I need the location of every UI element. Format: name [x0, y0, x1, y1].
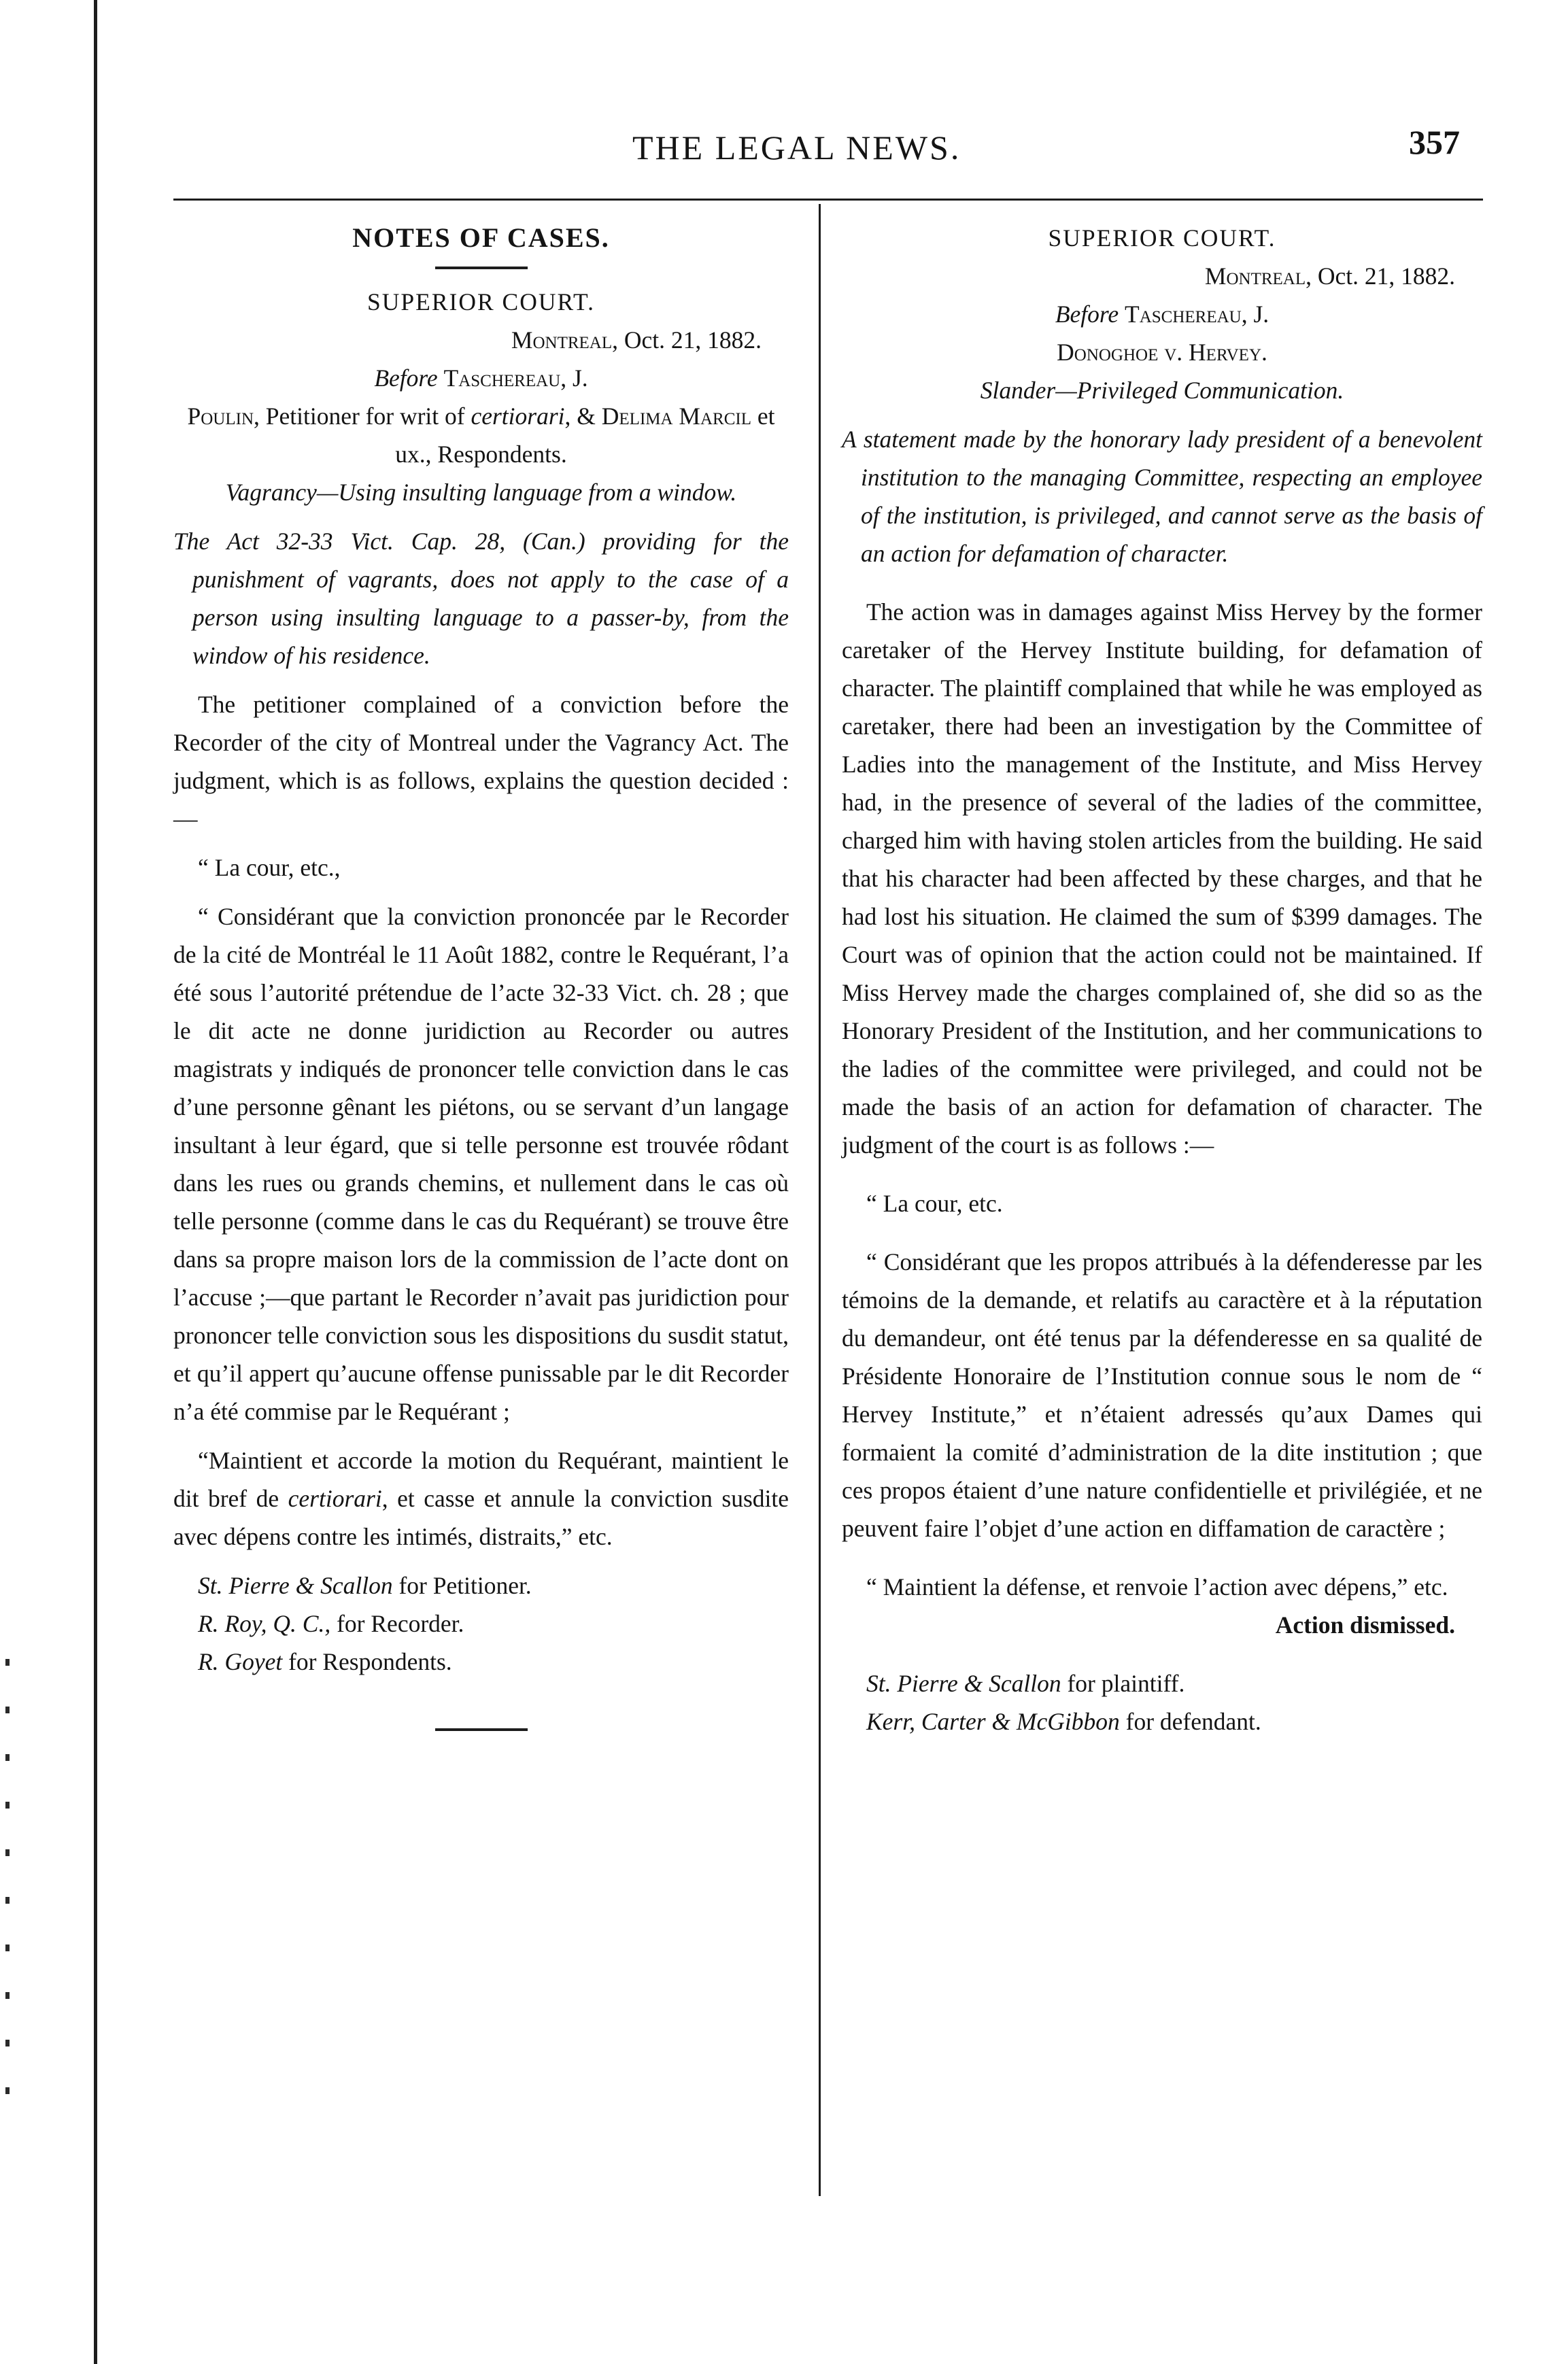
text-run: Poulin: [187, 402, 254, 430]
text-run: ): [577, 528, 603, 555]
before-prefix: Before: [1055, 301, 1119, 328]
case-dateline: [173, 321, 789, 359]
text-run: , Petitioner for writ of: [254, 402, 471, 430]
text-run: 32-33: [276, 528, 351, 555]
counsel-role: for Recorder.: [330, 1610, 464, 1637]
paragraph: “ Considérant que les propos attribués à la défenderesse par les témoins de la demande, et relatifs au caractère et à la réputation du demandeur, ont été tenus par la défenderesse en sa qualité de Présidente Honoraire de l’Institution connue sous le nom de “ Hervey Institute,” et n’étaient adressés qu’aux Dames qui formaient la comité d’administration de la dite institution ; que ces propos étaient d’une nature confidentielle et privilégiée, et ne peuvent faire l’objet d’une action en diffamation de caractère ;: [842, 1248, 1482, 1542]
paragraph: The petitioner complained of a conviction before the Recorder of the city of Montreal under the Vagrancy Act. The judgment, which is as follows, explains the question decided :—: [173, 691, 789, 832]
paragraph: The action was in damages against Miss Hervey by the former caretaker of the Hervey Institute building, for defamation of character. The plaintiff complained that while he was employed as caretaker, there had been an investigation by the Committee of Ladies into the management of the Institute, and Miss Hervey had, in the presence of several of the ladies of the committee, charged him with having stolen articles from the building. He said that his character had been affected by these charges, and that he had lost his situation. He claimed the sum of $399 damages. The Court was of opinion that the action could not be maintained. If Miss Hervey made the charges complained of, she did so as the Honorary President of the Institution, and her communications to the ladies of the committee were privileged, and could not be made the basis of an action for defamation of character. The judgment of the court is as follows :—: [842, 598, 1482, 1159]
left-column: [173, 204, 789, 1745]
counsel-name: Kerr, Carter & McGibbon: [866, 1708, 1120, 1735]
case-subject: Vagrancy—Using insulting language from a window.: [225, 479, 737, 506]
heading-rule: [435, 267, 528, 269]
text-run: , &: [564, 402, 602, 430]
text-run: certiorari: [471, 402, 565, 430]
case-place: Montreal,: [1204, 262, 1312, 290]
counsel-role: for plaintiff.: [1061, 1670, 1185, 1697]
counsel-name: St. Pierre & Scallon: [198, 1572, 393, 1599]
right-column: [842, 204, 1482, 1741]
case-parties: [173, 397, 789, 473]
page-number: 357: [1409, 123, 1460, 161]
counsel-role: for defendant.: [1119, 1708, 1261, 1735]
judge-name: Taschereau, J.: [443, 364, 588, 392]
text-run: Can.: [530, 528, 577, 555]
counsel-line: [173, 1605, 789, 1643]
case-date: Oct. 21, 1882.: [624, 326, 762, 354]
headnote: [173, 522, 789, 674]
paragraph: “ Considérant que la conviction prononcée par le Recorder de la cité de Montréal le 11 Août 1882, contre le Requérant, l’a été sous l’autorité prétendue de l’acte 32-33 Vict. ch. 28 ; que le dit acte ne donne juridiction au Recorder ou autres magistrats y indiqués de prononcer telle conviction dans le cas d’une personne gênant les piétons, ou se servant d’un langage insultant à leur égard, que si telle personne est trouvée rôdant dans les rues ou grands chemins, et nullement dans le cas où telle personne (comme dans le cas du Requérant) se trouve être dans sa propre maison lors de la commission de l’acte dont on l’accuse ;—que partant le Recorder n’avait pas juridiction pour prononcer telle conviction sous les dispositions du susdit statut, et qu’il appert qu’aucune offense punissable par le dit Recorder n’a été commise par le Requérant ;: [173, 903, 789, 1425]
case-place: Montreal,: [511, 326, 618, 354]
judge-name: Taschereau, J.: [1125, 301, 1269, 328]
paragraph: [173, 1441, 789, 1556]
text-run: The Act: [173, 528, 277, 555]
paragraph: “ Maintient la défense, et renvoie l’action avec dépens,” etc.: [866, 1573, 1448, 1600]
before-prefix: Before: [374, 364, 438, 392]
page-title: THE LEGAL NEWS.: [632, 129, 961, 167]
counsel-role: for Respondents.: [282, 1648, 452, 1675]
counsel-role: for Petitioner.: [392, 1572, 532, 1599]
paragraph: “ La cour, etc.,: [198, 854, 341, 881]
judge-line: [842, 295, 1482, 333]
court-name: SUPERIOR COURT.: [1048, 224, 1276, 252]
end-rule: [435, 1728, 528, 1731]
text-run: providing for the punishment of vagrants, does not apply to the case of a person using insulting language to a passer-by, from the window of his residence.: [192, 528, 789, 669]
paragraph: “ La cour, etc.: [866, 1190, 1003, 1217]
text-run: certiorari: [288, 1485, 382, 1512]
counsel-line: [173, 1566, 789, 1605]
judge-line: [173, 359, 789, 397]
column-divider: [819, 204, 821, 2196]
case-date: Oct. 21, 1882.: [1317, 262, 1455, 290]
text-run: “Maintient et accorde la motion du Requérant, maintient le dit bref de: [173, 1447, 789, 1512]
text-run: Delima Marcil: [601, 402, 751, 430]
text-run: et ux., Respondents.: [395, 402, 775, 468]
case-dateline: [842, 257, 1482, 295]
header-rule: [173, 199, 1483, 201]
case-parties: Donoghoe v. Hervey.: [1057, 339, 1267, 366]
counsel-name: R. Goyet: [198, 1648, 283, 1675]
case-result: Action dismissed.: [1275, 1611, 1455, 1639]
text-run: 28, (: [475, 528, 531, 555]
counsel-name: R. Roy, Q. C.,: [198, 1610, 331, 1637]
text-run: , et casse et annule la conviction susdite avec dépens contre les intimés, distraits,” etc.: [173, 1485, 789, 1550]
scan-specks: [5, 1659, 10, 2101]
counsel-line: [173, 1643, 789, 1681]
section-heading: NOTES OF CASES.: [352, 222, 610, 253]
counsel-line: [842, 1702, 1482, 1741]
case-subject: Slander—Privileged Communication.: [980, 377, 1344, 404]
text-run: Vict. Cap.: [350, 528, 475, 555]
counsel-line: [842, 1664, 1482, 1702]
counsel-name: St. Pierre & Scallon: [866, 1670, 1061, 1697]
headnote: A statement made by the honorary lady president of a benevolent institution to the managing Committee, respecting an employee of the institution, is privileged, and cannot serve as the basis of an action for defamation of character.: [842, 426, 1482, 567]
scan-edge: [94, 0, 97, 2364]
court-name: SUPERIOR COURT.: [367, 288, 595, 315]
